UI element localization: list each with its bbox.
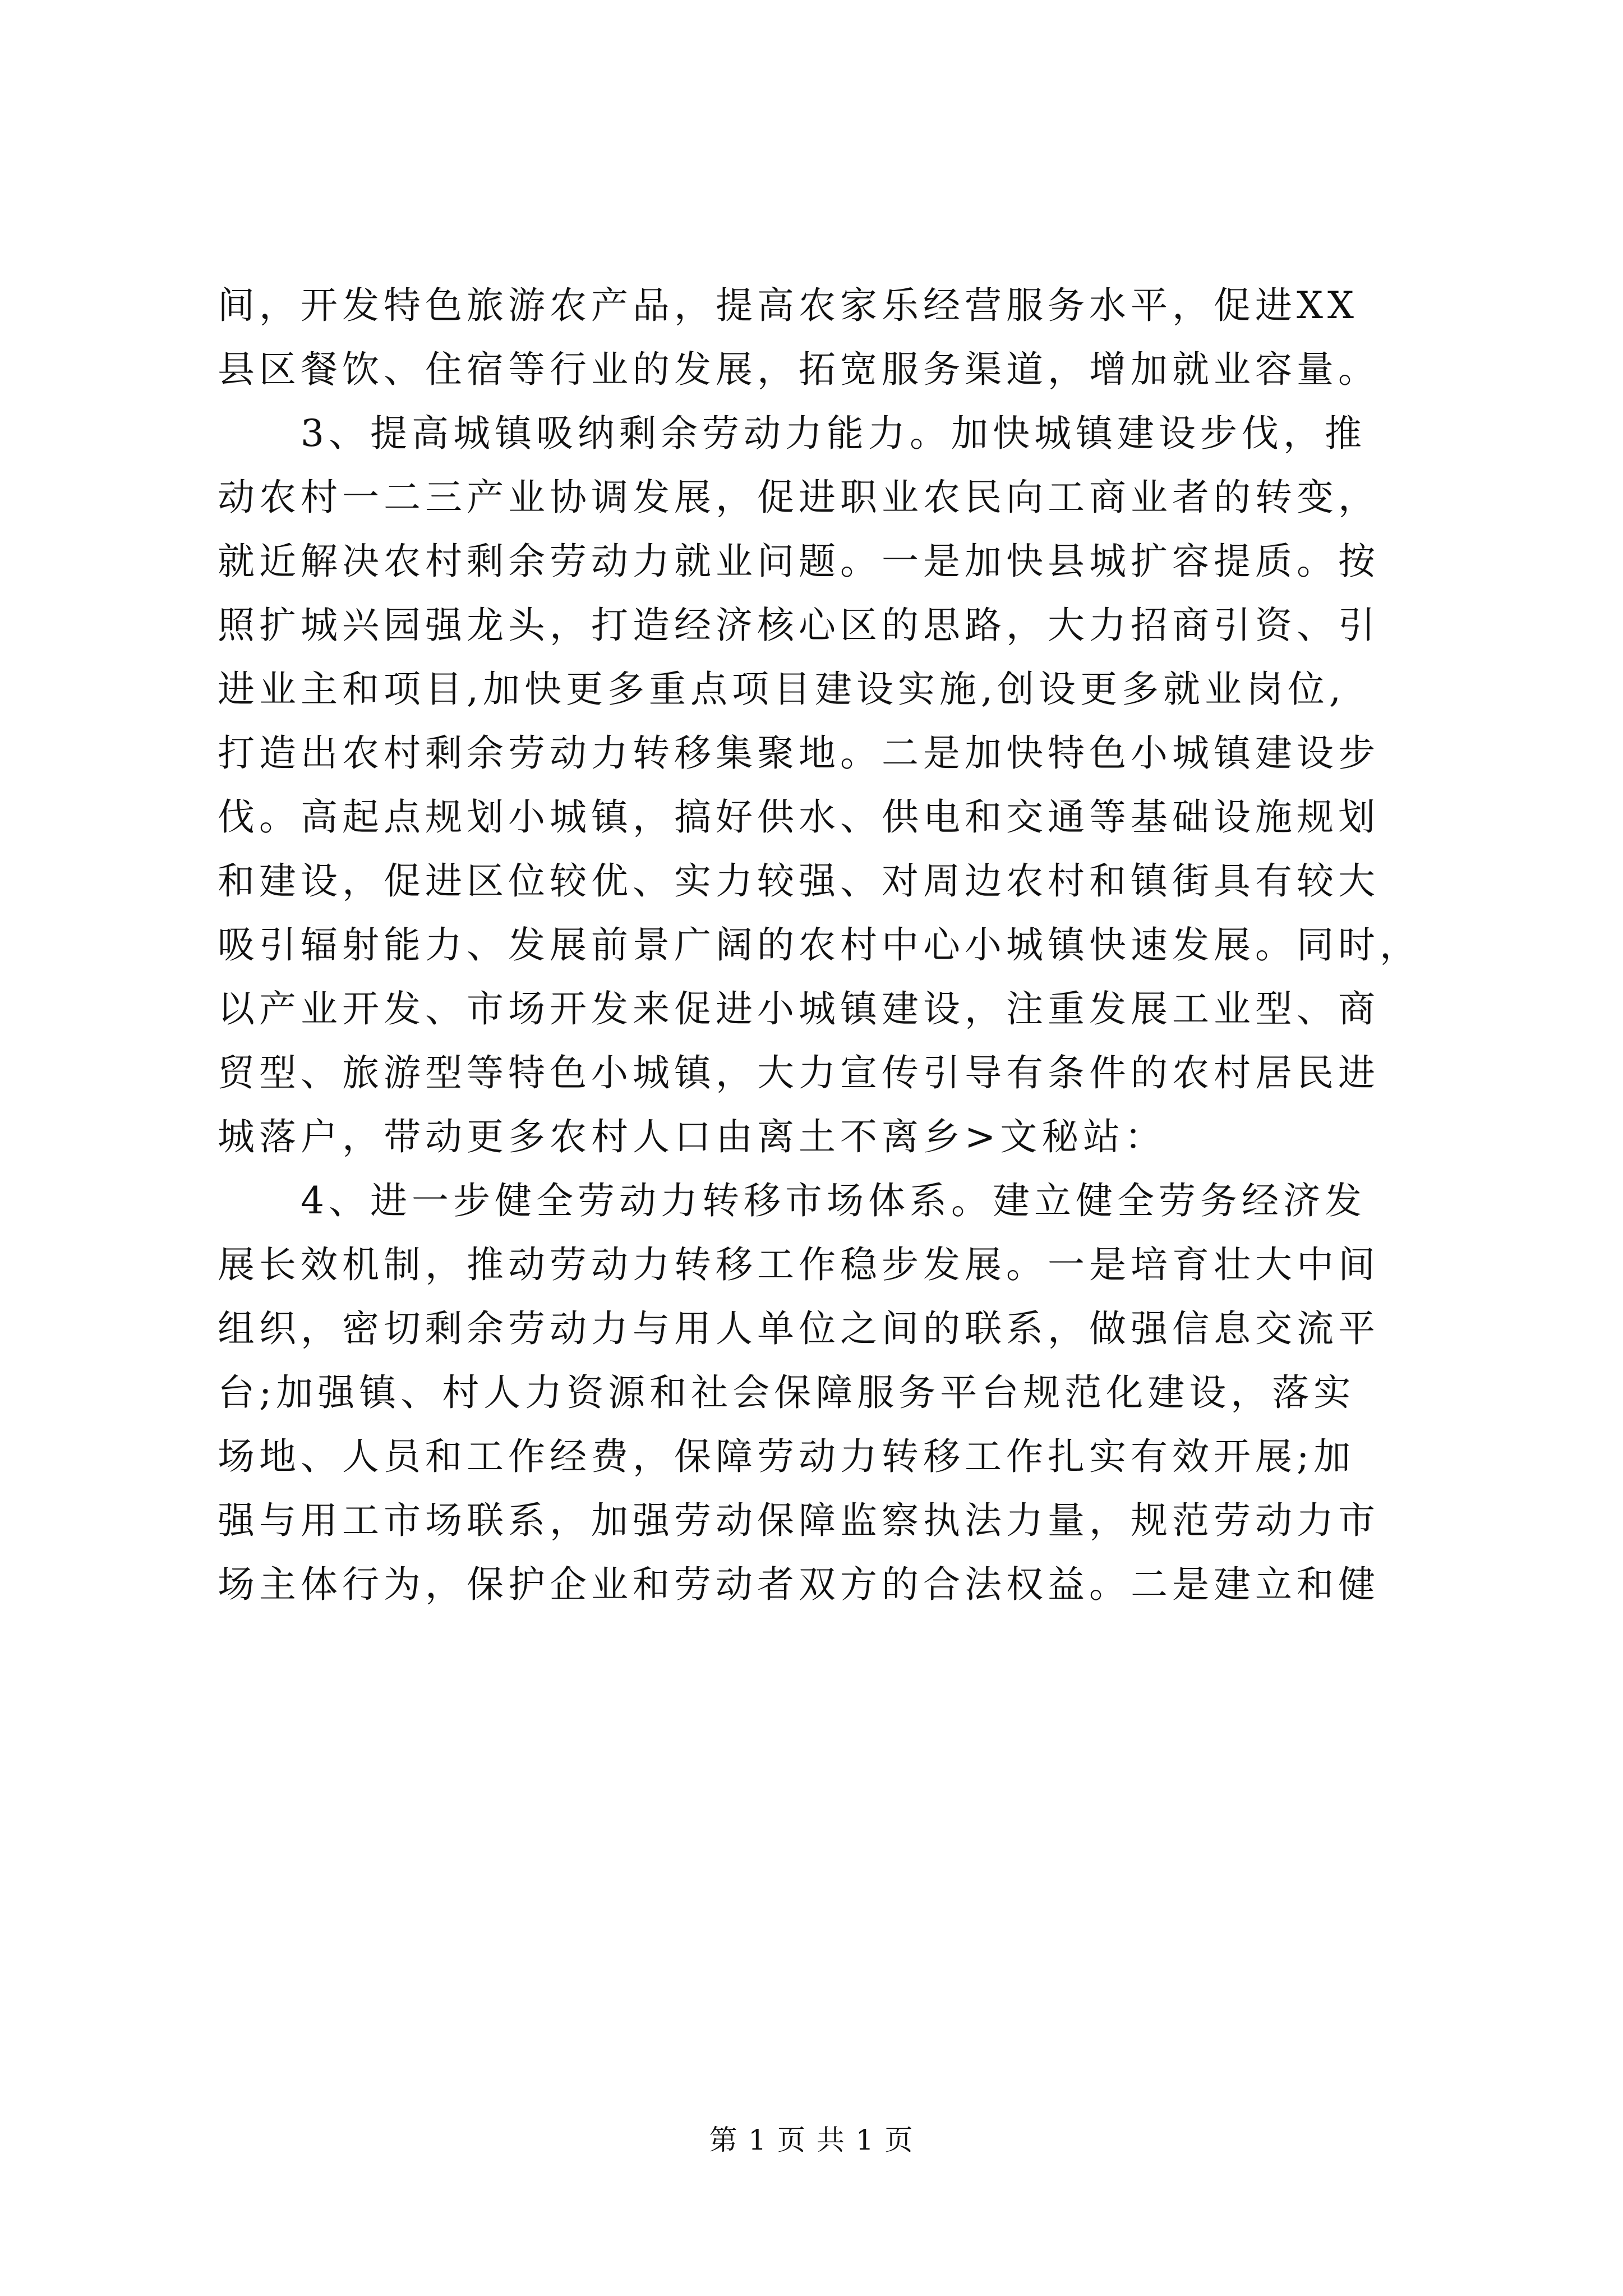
text-line: 进业主和项目,加快更多重点项目建设实施,创设更多就业岗位, xyxy=(218,668,1345,711)
text-line: 就近解决农村剩余劳动力就业问题。一是加快县城扩容提质。按 xyxy=(218,540,1380,583)
text-line: 动农村一二三产业协调发展，促进职业农民向工商业者的转变， xyxy=(218,476,1380,519)
text-line: 吸引辐射能力、发展前景广阔的农村中心小城镇快速发展。同时， xyxy=(218,923,1421,967)
page-footer: 第 1 页 共 1 页 xyxy=(709,2124,914,2156)
text-line: 3、提高城镇吸纳剩余劳动力能力。加快城镇建设步伐，推 xyxy=(218,412,1366,455)
text-line: 照扩城兴园强龙头，打造经济核心区的思路，大力招商引资、引 xyxy=(218,604,1380,647)
body-text xyxy=(218,274,1423,1617)
text-line: 县区餐饮、住宿等行业的发展，拓宽服务渠道，增加就业容量。 xyxy=(218,348,1380,391)
text-line: 强与用工市场联系，加强劳动保障监察执法力量，规范劳动力市 xyxy=(218,1499,1380,1542)
text-line: 4、进一步健全劳动力转移市场体系。建立健全劳务经济发 xyxy=(218,1179,1366,1222)
text-line: 场地、人员和工作经费，保障劳动力转移工作扎实有效开展;加 xyxy=(218,1435,1355,1478)
text-line: 台;加强镇、村人力资源和社会保障服务平台规范化建设，落实 xyxy=(218,1371,1355,1414)
text-line: 贸型、旅游型等特色小城镇，大力宣传引导有条件的农村居民进 xyxy=(218,1051,1380,1094)
text-line: 场主体行为，保护企业和劳动者双方的合法权益。二是建立和健 xyxy=(218,1563,1380,1606)
text-line: 城落户，带动更多农村人口由离土不离乡>文秘站： xyxy=(218,1115,1166,1158)
text-line: 伐。高起点规划小城镇，搞好供水、供电和交通等基础设施规划 xyxy=(218,795,1380,839)
text-line: 组织，密切剩余劳动力与用人单位之间的联系，做强信息交流平 xyxy=(218,1307,1380,1350)
text-line: 间，开发特色旅游农产品，提高农家乐经营服务水平，促进XX xyxy=(218,284,1358,327)
text-line: 打造出农村剩余劳动力转移集聚地。二是加快特色小城镇建设步 xyxy=(218,731,1380,775)
text-line: 展长效机制，推动劳动力转移工作稳步发展。一是培育壮大中间 xyxy=(218,1243,1380,1286)
text-line: 和建设，促进区位较优、实力较强、对周边农村和镇街具有较大 xyxy=(218,859,1380,903)
text-line: 以产业开发、市场开发来促进小城镇建设，注重发展工业型、商 xyxy=(218,987,1380,1030)
